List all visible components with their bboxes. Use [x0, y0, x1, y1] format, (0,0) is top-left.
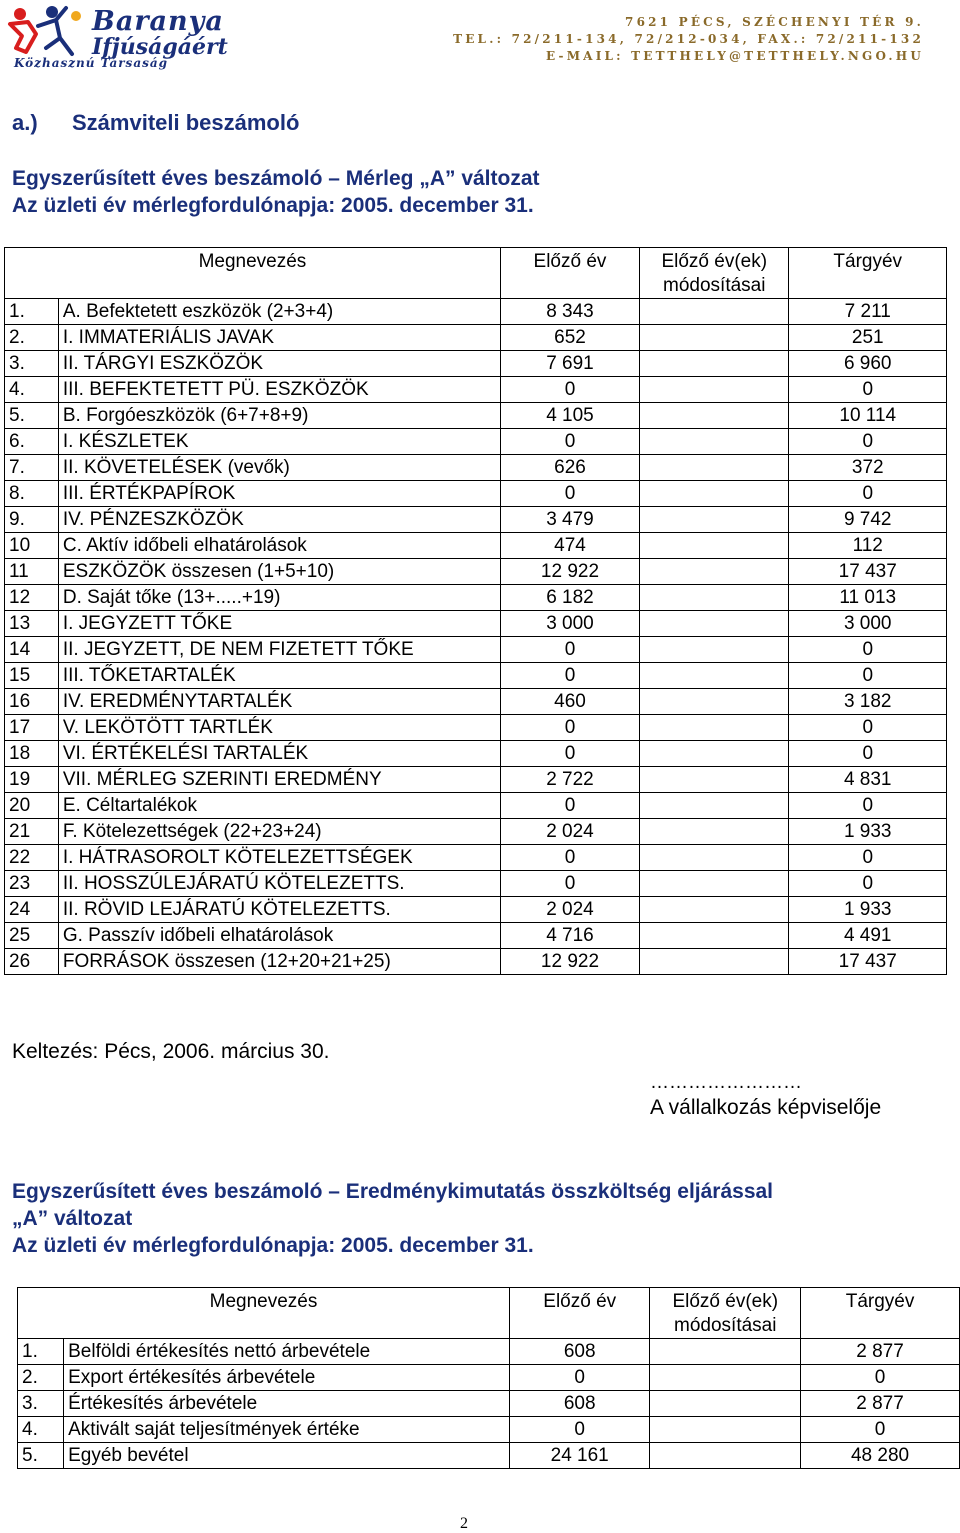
figures-logo-icon [6, 4, 90, 62]
row-name: I. JEGYZETT TŐKE [58, 611, 500, 637]
row-name: IV. PÉNZESZKÖZÖK [58, 507, 500, 533]
table-row [5, 715, 947, 741]
row-name: E. Céltartalékok [58, 793, 500, 819]
address: 7621 PÉCS, SZÉCHENYI TÉR 9. [625, 15, 924, 29]
balance-sheet-table [4, 247, 947, 975]
page-number: 2 [460, 1515, 468, 1532]
organization-logo [6, 4, 266, 70]
header-mod-line2: módosításai [674, 1315, 777, 1336]
row-number: 22 [5, 845, 59, 871]
income-title-line3: Az üzleti év mérlegfordulónapja: 2005. december 31. [12, 1234, 534, 1257]
row-current-value: 11 013 [789, 585, 947, 611]
row-modification [640, 663, 789, 689]
row-current-value: 17 437 [789, 949, 947, 975]
row-modification [640, 897, 789, 923]
row-modification [640, 715, 789, 741]
row-current-value: 0 [801, 1417, 960, 1443]
row-current-value: 251 [789, 325, 947, 351]
table-row [5, 507, 947, 533]
row-prev-value: 24 161 [510, 1443, 650, 1469]
row-current-value: 7 211 [789, 299, 947, 325]
income-title-line1: Egyszerűsített éves beszámoló – Eredménykimutatás összköltség eljárással [12, 1180, 774, 1203]
row-name: Export értékesítés árbevétele [64, 1365, 510, 1391]
row-name: FORRÁSOK összesen (12+20+21+25) [58, 949, 500, 975]
row-name: III. ÉRTÉKPAPÍROK [58, 481, 500, 507]
row-prev-value: 652 [500, 325, 639, 351]
row-number: 5. [5, 403, 59, 429]
header-name: Megnevezés [18, 1288, 510, 1339]
row-current-value: 6 960 [789, 351, 947, 377]
row-modification [640, 741, 789, 767]
email: E-MAIL: TETTHELY@TETTHELY.NGO.HU [545, 49, 924, 63]
row-current-value: 372 [789, 455, 947, 481]
row-modification [640, 949, 789, 975]
row-modification [640, 637, 789, 663]
table-row [18, 1391, 960, 1417]
row-current-value: 112 [789, 533, 947, 559]
table-row [5, 325, 947, 351]
phone-fax: TEL.: 72/211-134, 72/212-034, FAX.: 72/211-132 [453, 32, 924, 46]
row-name: IV. EREDMÉNYTARTALÉK [58, 689, 500, 715]
row-modification [640, 689, 789, 715]
row-name: VII. MÉRLEG SZERINTI EREDMÉNY [58, 767, 500, 793]
section-label: Számviteli beszámoló [72, 110, 300, 135]
row-number: 18 [5, 741, 59, 767]
row-current-value: 2 877 [801, 1339, 960, 1365]
income-title [12, 1178, 773, 1259]
letterhead [0, 0, 960, 80]
balance-title-line1: Egyszerűsített éves beszámoló – Mérleg „A” változat [12, 167, 540, 190]
row-number: 25 [5, 923, 59, 949]
row-current-value: 0 [789, 481, 947, 507]
logo-text-baranya: Baranya [92, 6, 224, 37]
section-heading [12, 110, 299, 136]
row-name: II. HOSSZÚLEJÁRATÚ KÖTELEZETTS. [58, 871, 500, 897]
row-modification [650, 1365, 801, 1391]
section-number: a.) [12, 110, 38, 135]
row-number: 11 [5, 559, 59, 585]
row-prev-value: 12 922 [500, 949, 639, 975]
row-name: C. Aktív időbeli elhatárolások [58, 533, 500, 559]
table-row [5, 455, 947, 481]
row-number: 2. [5, 325, 59, 351]
row-current-value: 0 [789, 741, 947, 767]
row-name: F. Kötelezettségek (22+23+24) [58, 819, 500, 845]
row-current-value: 0 [789, 793, 947, 819]
row-number: 15 [5, 663, 59, 689]
row-name: III. TŐKETARTALÉK [58, 663, 500, 689]
row-modification [640, 507, 789, 533]
row-number: 8. [5, 481, 59, 507]
table-row [5, 741, 947, 767]
header-prev: Előző év [500, 248, 639, 299]
table-row [5, 637, 947, 663]
balance-title-line2: Az üzleti év mérlegfordulónapja: 2005. december 31. [12, 194, 534, 217]
row-prev-value: 2 722 [500, 767, 639, 793]
table-row [5, 845, 947, 871]
row-modification [640, 455, 789, 481]
row-current-value: 0 [789, 377, 947, 403]
logo-text-kozhasznu: Közhasznú Társaság [14, 56, 169, 70]
row-name: II. RÖVID LEJÁRATÚ KÖTELEZETTS. [58, 897, 500, 923]
row-current-value: 10 114 [789, 403, 947, 429]
row-prev-value: 3 479 [500, 507, 639, 533]
row-prev-value: 0 [500, 793, 639, 819]
table-row [5, 585, 947, 611]
row-name: Értékesítés árbevétele [64, 1391, 510, 1417]
table-row [5, 611, 947, 637]
row-number: 19 [5, 767, 59, 793]
table-row [18, 1443, 960, 1469]
row-name: ESZKÖZÖK összesen (1+5+10) [58, 559, 500, 585]
row-name: G. Passzív időbeli elhatárolások [58, 923, 500, 949]
row-prev-value: 12 922 [500, 559, 639, 585]
row-number: 13 [5, 611, 59, 637]
row-number: 26 [5, 949, 59, 975]
row-prev-value: 626 [500, 455, 639, 481]
row-modification [640, 351, 789, 377]
header-name: Megnevezés [5, 248, 501, 299]
table-row [5, 949, 947, 975]
table-row [5, 793, 947, 819]
contact-info [453, 14, 924, 65]
row-prev-value: 8 343 [500, 299, 639, 325]
table-row [18, 1417, 960, 1443]
date-line: Keltezés: Pécs, 2006. március 30. [12, 1040, 330, 1063]
table-row [5, 897, 947, 923]
row-name: D. Saját tőke (13+.....+19) [58, 585, 500, 611]
row-number: 12 [5, 585, 59, 611]
table-row [5, 429, 947, 455]
row-current-value: 1 933 [789, 819, 947, 845]
row-prev-value: 4 716 [500, 923, 639, 949]
header-mod-line1: Előző év(ek) [661, 251, 768, 272]
header-mod-line1: Előző év(ek) [672, 1291, 779, 1312]
row-modification [650, 1443, 801, 1469]
table-row [5, 559, 947, 585]
row-number: 4. [5, 377, 59, 403]
row-modification [650, 1417, 801, 1443]
row-name: Aktivált saját teljesítmények értéke [64, 1417, 510, 1443]
row-prev-value: 0 [500, 845, 639, 871]
row-modification [640, 429, 789, 455]
table-row [5, 871, 947, 897]
row-number: 9. [5, 507, 59, 533]
header-mod-line2: módosításai [663, 275, 766, 296]
row-current-value: 3 182 [789, 689, 947, 715]
row-prev-value: 0 [500, 871, 639, 897]
row-number: 5. [18, 1443, 64, 1469]
row-current-value: 17 437 [789, 559, 947, 585]
row-modification [640, 325, 789, 351]
table-row [5, 481, 947, 507]
row-prev-value: 2 024 [500, 819, 639, 845]
row-modification [640, 611, 789, 637]
row-prev-value: 2 024 [500, 897, 639, 923]
row-name: VI. ÉRTÉKELÉSI TARTALÉK [58, 741, 500, 767]
row-number: 16 [5, 689, 59, 715]
header-prev: Előző év [510, 1288, 650, 1339]
header-cur: Tárgyév [789, 248, 947, 299]
row-name: B. Forgóeszközök (6+7+8+9) [58, 403, 500, 429]
row-prev-value: 0 [500, 741, 639, 767]
row-name: A. Befektetett eszközök (2+3+4) [58, 299, 500, 325]
row-name: Belföldi értékesítés nettó árbevétele [64, 1339, 510, 1365]
row-current-value: 1 933 [789, 897, 947, 923]
table-row [5, 351, 947, 377]
table-row [18, 1365, 960, 1391]
income-statement-table [17, 1287, 960, 1469]
row-name: II. JEGYZETT, DE NEM FIZETETT TŐKE [58, 637, 500, 663]
row-prev-value: 0 [500, 429, 639, 455]
row-number: 2. [18, 1365, 64, 1391]
table-row [5, 299, 947, 325]
row-prev-value: 0 [500, 377, 639, 403]
row-number: 24 [5, 897, 59, 923]
row-number: 3. [5, 351, 59, 377]
table-row [5, 767, 947, 793]
logo-text-ifjusagaert: Ifjúságáért [92, 34, 228, 60]
row-name: I. KÉSZLETEK [58, 429, 500, 455]
row-modification [640, 819, 789, 845]
row-modification [640, 585, 789, 611]
table-row [5, 689, 947, 715]
row-prev-value: 0 [510, 1365, 650, 1391]
row-prev-value: 6 182 [500, 585, 639, 611]
row-current-value: 0 [789, 429, 947, 455]
row-number: 3. [18, 1391, 64, 1417]
row-number: 1. [18, 1339, 64, 1365]
row-name: II. KÖVETELÉSEK (vevők) [58, 455, 500, 481]
table-row [18, 1339, 960, 1365]
row-name: Egyéb bevétel [64, 1443, 510, 1469]
row-name: III. BEFEKTETETT PÜ. ESZKÖZÖK [58, 377, 500, 403]
row-modification [640, 923, 789, 949]
row-modification [640, 403, 789, 429]
row-current-value: 9 742 [789, 507, 947, 533]
row-current-value: 0 [789, 871, 947, 897]
row-current-value: 0 [801, 1365, 960, 1391]
row-number: 21 [5, 819, 59, 845]
table-row [5, 819, 947, 845]
row-prev-value: 608 [510, 1339, 650, 1365]
row-current-value: 4 831 [789, 767, 947, 793]
table-header-row [5, 248, 947, 299]
row-current-value: 2 877 [801, 1391, 960, 1417]
row-number: 4. [18, 1417, 64, 1443]
balance-title [12, 165, 540, 219]
row-modification [640, 845, 789, 871]
row-modification [640, 481, 789, 507]
row-name: V. LEKÖTÖTT TARTLÉK [58, 715, 500, 741]
row-current-value: 0 [789, 663, 947, 689]
row-number: 23 [5, 871, 59, 897]
row-number: 6. [5, 429, 59, 455]
row-name: II. TÁRGYI ESZKÖZÖK [58, 351, 500, 377]
row-prev-value: 460 [500, 689, 639, 715]
row-modification [640, 793, 789, 819]
row-prev-value: 0 [500, 715, 639, 741]
row-number: 17 [5, 715, 59, 741]
table-row [5, 923, 947, 949]
row-modification [650, 1339, 801, 1365]
row-prev-value: 7 691 [500, 351, 639, 377]
row-modification [640, 533, 789, 559]
row-number: 14 [5, 637, 59, 663]
row-number: 10 [5, 533, 59, 559]
table-row [5, 663, 947, 689]
row-current-value: 0 [789, 637, 947, 663]
header-mod [650, 1288, 801, 1339]
header-cur: Tárgyév [801, 1288, 960, 1339]
row-prev-value: 0 [500, 481, 639, 507]
table-header-row [18, 1288, 960, 1339]
row-modification [640, 559, 789, 585]
row-number: 20 [5, 793, 59, 819]
signature-dots: …………………… [650, 1072, 802, 1093]
row-prev-value: 474 [500, 533, 639, 559]
row-current-value: 0 [789, 845, 947, 871]
row-modification [640, 871, 789, 897]
row-modification [640, 377, 789, 403]
table-row [5, 533, 947, 559]
row-name: I. IMMATERIÁLIS JAVAK [58, 325, 500, 351]
income-title-line2: „A” változat [12, 1207, 133, 1230]
row-modification [650, 1391, 801, 1417]
header-mod [640, 248, 789, 299]
row-number: 1. [5, 299, 59, 325]
signature-label: A vállalkozás képviselője [650, 1096, 882, 1119]
row-prev-value: 3 000 [500, 611, 639, 637]
row-modification [640, 767, 789, 793]
row-modification [640, 299, 789, 325]
row-prev-value: 0 [500, 637, 639, 663]
row-prev-value: 0 [500, 663, 639, 689]
row-current-value: 4 491 [789, 923, 947, 949]
row-current-value: 48 280 [801, 1443, 960, 1469]
row-prev-value: 608 [510, 1391, 650, 1417]
table-row [5, 403, 947, 429]
row-name: I. HÁTRASOROLT KÖTELEZETTSÉGEK [58, 845, 500, 871]
row-number: 7. [5, 455, 59, 481]
row-current-value: 0 [789, 715, 947, 741]
row-current-value: 3 000 [789, 611, 947, 637]
row-prev-value: 0 [510, 1417, 650, 1443]
row-prev-value: 4 105 [500, 403, 639, 429]
table-row [5, 377, 947, 403]
